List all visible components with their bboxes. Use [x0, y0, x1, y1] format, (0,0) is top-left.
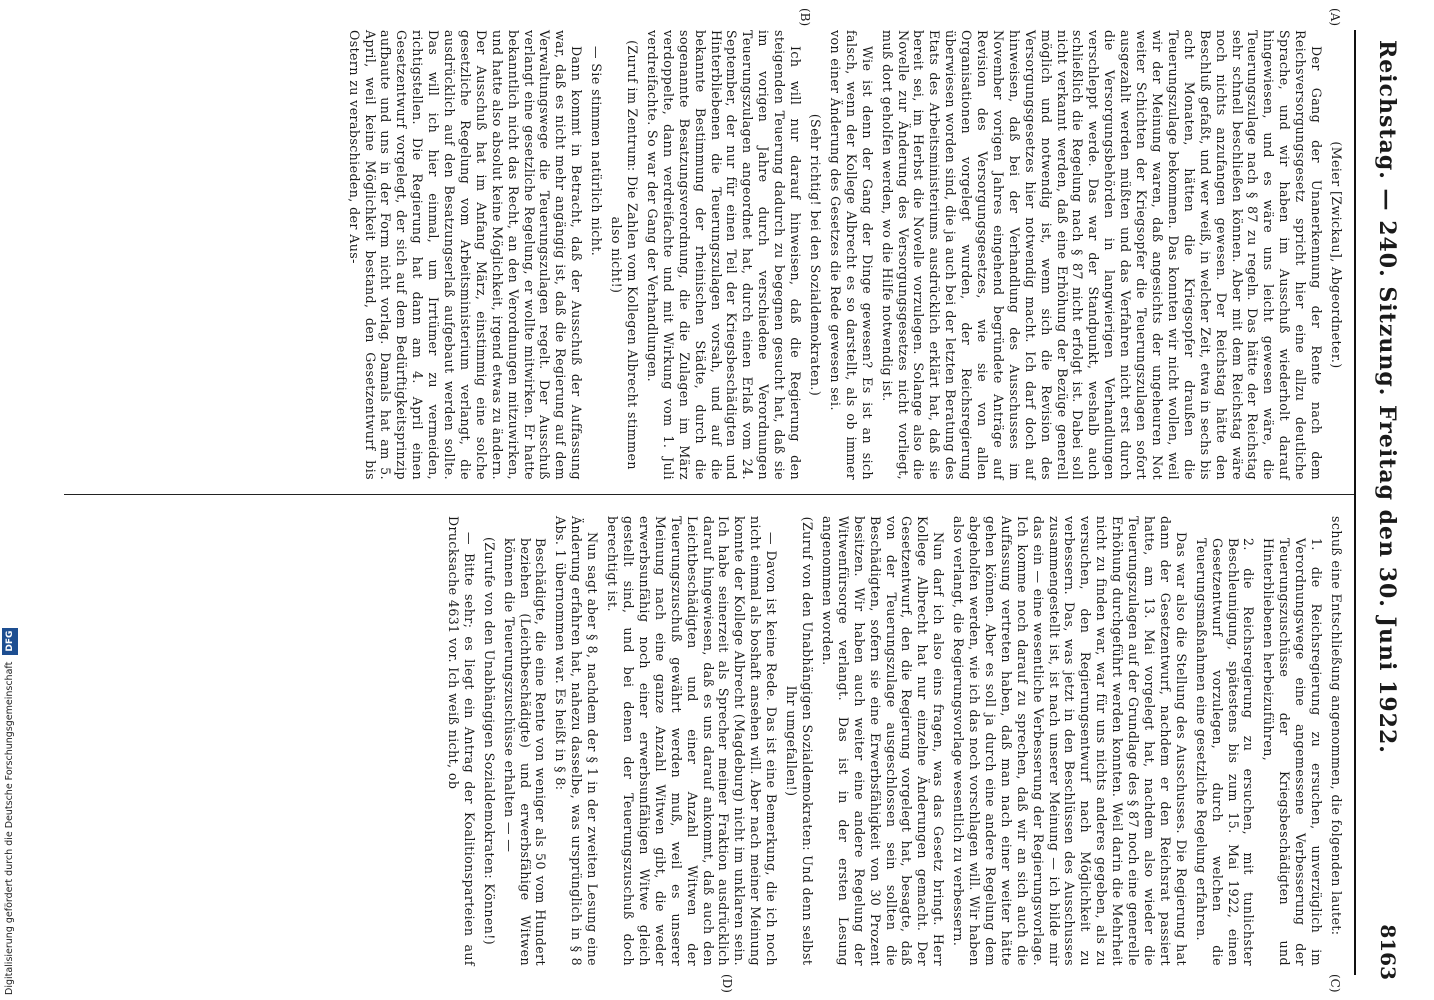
paragraph: — Sie stimmen natürlich nicht.	[589, 46, 605, 257]
margin-marker-a: (A)	[1328, 8, 1342, 27]
paragraph: Das war also die Stellung des Ausschusses. Die Regierung hat dann der Gesetzentwurf, nachdem er den Reichsrat passiert hatte, am 13. Mai vorgelegt hat, nachdem also wieder die Teuerungszulagen auf der Grundlage des § 87 noch eine generelle Erhöhung durchgeführt werden konnten. Weil darin die Mehrheit nicht zu finden war, war für uns nichts anderes gegeben, als zu versuchen, den Regierungsentwurf nach Möglichkeit zu verbessern. Das, was jetzt in den Beschlüssen des Ausschusses zusammengestellt ist, ist nach unserer Meinung — ich bilde mir das ein — eine wesentliche Verbesserung der Regierungsvorlage. Ich komme noch darauf zu sprechen, daß wir an sich auch die Auffassung vertreten haben, daß man nach einer weiter hätte gehen können. Aber es soll ja durch eine andere Regelung dem abgeholfen werden, wie ich das noch vorschlagen will. Wir haben also verlangt, die Regierungsvorlage wesentlich zu verbessern.	[951, 516, 1189, 966]
paragraph: Der Gang der Unanerkennung der Rente nach dem Reichsversorgungsgesetz spricht hier eine allzu deutliche Sprache, und wir haben im Ausschuß wiederholt darauf hingewiesen, und es wäre uns leicht gewesen wäre, die Teuerungszulage nach § 87 zu regeln. Das hätte der Reichstag sehr schnell beschließen können. Aber mit dem Reichstag wäre noch nichts anzufangen gewesen. Der Reichstag hätte den Beschluß gefaßt, und wer weiß, in welcher Zeit, etwa in sechs bis acht Monaten, hätten die Kriegsopfer draußen die Teuerungszulage bekommen. Das konnten wir nicht wollen, weil wir der Meinung waren, daß angesichts der ungeheuren Not weiter Schichten der Kriegsopfer die Teuerungszulagen sofort ausgezahlt werden müßten und das Verfahren nicht erst durch die Versorgungsbehörden in langwierigen Verhandlungen verschleppt werde. Das war der Standpunkt, weshalb auch schließlich die Regelung nach § 87 nicht erfolgt ist. Dabei soll nicht verkannt werden, daß eine Erhöhung der Bezüge generell möglich und notwendig ist, wenn sich die Revision des Versorgungsgesetzes hier notwendig macht. Ich darf doch auf hinweisen, daß bei der Verhandlung des Ausschusses im November vorigen Jahres eingehend begründete Anträge auf Revision des Versorgungsgesetzes, wie sie von allen Organisationen vorgelegt wurden, der Reichsregierung überwiesen worden sind, die ja auch bei der letzten Beratung des Etats des Arbeitsministeriums ausdrücklich erklärt hat, daß sie bereit sei, im Herbst die Novelle vorzulegen. Solange also die Novelle zur Änderung des Versorgungsgesetzes nicht vorliegt, muß dort geholfen werden, wo die Hilfe notwendig ist.	[879, 30, 1325, 480]
paragraph: schuß eine Entschließung angenommen, die folgenden lautet:	[1329, 516, 1344, 936]
speaker-line: (Meier [Zwickau], Abgeordneter.)	[1329, 141, 1344, 369]
column-divider	[64, 494, 1354, 495]
digitization-footer	[2, 600, 16, 995]
paragraph: Dann kommt in Betracht, daß der Ausschuß der Auffassung war, daß es nicht mehr angängig ist, daß die Regierung auf dem Verwaltungswege die Teuerungszulagen regelt. Der Ausschuß verlangt eine gesetzliche Regelung, er wollte mitwirken. Er hatte bekanntlich nicht das Recht, an den Verordnungen mitzuwirken, und hatte also absolut keine Möglichkeit, irgend etwas zu ändern. Der Ausschuß hat im Anfang März, einstimmig eine solche gesetzliche Regelung vom Arbeitsministerium verlangt, die ausdrücklich auf den Besatzungserlaß aufgebaut werden sollte. Das will ich hier einmal, um Irrtümer zu vermeiden, richtigstellen. Die Regierung hat dann am 4. April einen Gesetzentwurf vorgelegt, der sich auf dem Bedürftigkeitsprinzip aufbaute und uns in der Form nicht vorlag. Damals hat am 5. April, weil keine Möglichkeit bestand, den Gesetzentwurf bis Ostern zu verabschieden, der Aus-	[346, 30, 585, 480]
quoted-paragraph: Beschädigte, die eine Rente von weniger als 50 vom Hundert beziehen (Leichtbeschädigte) und erwerbsfähige Witwen können die Teuerungszuschüsse erhalten — —	[501, 538, 549, 966]
resolution-item: 2. die Reichsregierung zu ersuchen, mit tunlichster Beschleunigung, spätestens bis zum 15. Mai 1922, einen Gesetzentwurf vorzulegen, durch welchen die Teuerungsmaßnahmen eine gesetzliche Regelung erfahren.	[1193, 538, 1257, 966]
margin-marker-c: (C)	[1328, 974, 1342, 993]
margin-marker-d: (D)	[720, 974, 734, 993]
interjection: (Zurufe von den Unabhängigen Sozialdemokraten: Können!)	[481, 536, 497, 946]
paragraph: Nun darf ich also eins fragen, was das Gesetz bringt. Herr Kollege Albrecht hat nur einzelne Änderungen gemacht. Der Gesetzentwurf, den die Regierung vorgelegt hat, besagte, daß von der Teuerungszulage ausgeschlossen sein sollten die Beschädigten, sofern sie eine Erwerbsfähigkeit von 30 Prozent besitzen. Wir haben auch weiter eine andere Regelung der Witwenfürsorge verlangt. Das ist in der ersten Lesung angenommen worden.	[819, 516, 947, 966]
page-number: 8163	[1376, 924, 1400, 980]
dfg-logo-icon: DFG	[2, 628, 18, 655]
interjection: (Zuruf im Zentrum: Die Zahlen vom Kollegen Albrecht stimmen also nicht!)	[609, 40, 641, 470]
page-title: Reichstag. — 240. Sitzung. Freitag den 30. Juni 1922.	[1374, 40, 1400, 754]
paragraph: Ich will nur darauf hinweisen, daß die Regierung den steigenden Teuerung dadurch zu begegnen gesucht hat, daß sie im vorigen Jahre durch verschiedene Verordnungen Teuerungszulagen angeordnet hat, durch einen Erlaß vom 24. September, der nur für einen Teil der Kriegsbeschädigten und Hinterbliebenen die Teuerungszulagen vorsah, und auf die bekannte Bestimmung der rheinischen Städte, durch die sogenannte Besatzungsverordnung, die die Zulagen im März verdoppelte, dann verdreifachte und mit Wirkung vom 1. Juli verdreifachte. So war der Gang der Verhandlungen.	[644, 30, 804, 480]
paragraph: — Bitte sehr; es liegt ein Antrag der Koalitionsparteien auf Drucksache 4631 vor. Ich weiß nicht, ob	[445, 516, 477, 966]
paragraph: Wie ist denn der Gang der Dinge gewesen? Es ist an sich falsch, wenn der Kollege Albrecht es so darstellt, als ob immer von einer Änderung des Gesetzes die Rede gewesen sei.	[827, 30, 875, 480]
page-header	[1354, 0, 1414, 1000]
interjection: (Sehr richtig! bei den Sozialdemokraten.)	[808, 113, 823, 397]
paragraph: Nun sagt aber § 8, nachdem der § 1 in der zweiten Lesung eine Änderung erfahren hat, nahezu dasselbe, was ursprünglich in § 8 Abs. 1 übernommen war. Es heißt in § 8:	[553, 516, 601, 966]
digitization-note: Digitalisierung gefördert durch die Deutsche Forschungsgemeinschaft	[4, 661, 15, 995]
left-text-column	[342, 30, 1344, 480]
paragraph: — Davon ist keine Rede. Das ist eine Bemerkung, die ich noch nicht einmal als boshaft ansehen will. Aber nach meiner Meinung konnte der Kollege Albrecht (Magdeburg) nicht im unklaren sein. Ich habe seinerzeit als Sprecher meiner Fraktion ausdrücklich darauf hingewiesen, daß es uns darauf ankommt, daß auch den Leichtbeschädigten und einer Anzahl Witwen der Teuerungszuschuß gewährt werden muß, weil es unserer Meinung nach eine ganze Anzahl Witwen gibt, die weder erwerbsunfähig noch einer erwerbsunfähigen Witwe gleich gestellt sind, und bei denen der Teuerungszuschuß doch berechtigt ist.	[605, 516, 780, 966]
interjection: (Zuruf von den Unabhängigen Sozialdemokraten: Und denn selbst Ihr umgefallen!)	[784, 516, 815, 966]
resolution-item: 1. die Reichsregierung zu ersuchen, unverzüglich im Verordnungswege eine angemessene Verbesserung der Teuerungszuschüsse der Kriegsbeschädigten und Hinterbliebenen herbeizuführen,	[1261, 538, 1325, 966]
right-text-column	[441, 516, 1344, 966]
header-rule	[1354, 30, 1356, 975]
margin-marker-b: (B)	[798, 8, 812, 27]
